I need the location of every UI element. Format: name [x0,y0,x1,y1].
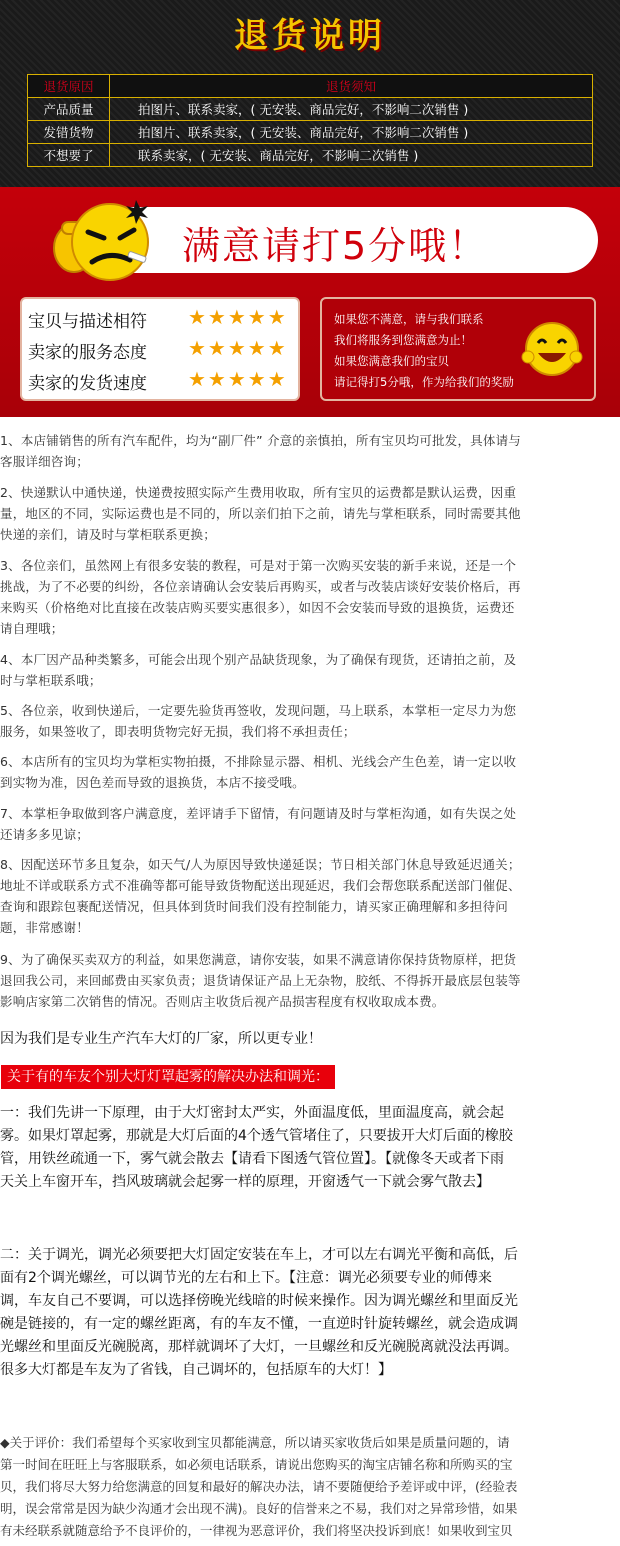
pro-note [0,1028,620,1051]
fog-explanation [0,1102,620,1194]
fog-section-title: 关于有的车友个别大灯灯罩起雾的解决办法和调光： [1,1065,335,1089]
policy-item [0,751,620,793]
review-line: 第一时间在旺旺上与客服联系，如必须电话联系，请说出您购买的淘宝店铺名称和所购买的宝 [0,1457,513,1472]
table-row [28,144,593,167]
table-row [28,98,593,121]
light-line: 很多大灯都是车友为了省钱，自己调坏的，包括原车的大灯！】 [0,1362,392,1378]
light-line: 二：关于调光，调光必须要把大灯固定安装在车上，才可以左右调光平衡和高低，后 [0,1247,518,1263]
row-note: 拍图片、联系卖家，( 无安装、商品完好，不影响二次销售 ) [110,98,593,121]
message-line: 如果您不满意，请与我们联系 [334,312,484,326]
message-line: 如果您满意我们的宝贝 [334,354,449,368]
policy-line: 4、本厂因产品种类繁多，可能会出现个别产品缺货现象，为了确保有现货，还请拍之前，及 [0,652,517,667]
policy-item [0,482,620,545]
policy-line: 量，地区的不同，实际运费也是不同的，所以亲们拍下之前，请先与掌柜联系，同时需要其他 [0,506,521,521]
policy-line: 时与掌柜联系哦； [0,673,102,688]
policy-line: 来购买（价格绝对比直接在改装店购买要实惠很多），如因不会安装而导致的退换货，运费还 [0,600,515,615]
header-note: 退货须知 [110,75,593,98]
star-rating: ★★★★★ [188,336,288,360]
review-line: ◆关于评价：我们希望每个买家收到宝贝都能满意，所以请买家收货后如果是质量问题的，请 [0,1435,510,1450]
policy-line: 服务，如果签收了，即表明货物完好无损，我们将不承担责任； [0,724,356,739]
pro-note-text: 因为我们是专业生产汽车大灯的厂家，所以更专业！ [0,1031,322,1047]
light-adjust-explanation [0,1244,620,1382]
rating-list [20,297,300,401]
table-row [28,121,593,144]
rating-label: 卖家的发货速度 [28,374,147,394]
row-reason: 不想要了 [28,144,110,167]
review-line: 有未经联系就随意给予不良评价的，一律视为恶意评价，我们将坚决投诉到底！如果收到宝贝 [0,1523,513,1538]
policy-item [0,700,620,742]
policy-line: 3、各位亲们，虽然网上有很多安装的教程，可是对于第一次购买安装的新手来说，还是一个 [0,558,517,573]
star-rating: ★★★★★ [188,367,288,391]
policy-line: 题，非常感谢！ [0,920,89,935]
policy-line: 客服详细咨询； [0,454,89,469]
light-line: 碗是链接的，有一定的螺丝距离，有的车友不懂，一直逆时针旋转螺丝，就会造成调 [0,1316,518,1332]
row-note: 拍图片、联系卖家，( 无安装、商品完好，不影响二次销售 ) [110,121,593,144]
fog-line: 天关上车窗开车，挡风玻璃就会起雾一样的原理，开窗透气一下就会雾气散去】 [0,1174,490,1190]
review-line: 明，误会常常是因为缺少沟通才会出现不满)。良好的信誉来之不易，我们对之异常珍惜，如果 [0,1501,518,1516]
policy-line: 5、各位亲，收到快递后，一定要先验货再签收，发现问题，马上联系，本掌柜一定尽力为您 [0,703,517,718]
policy-line: 查询和跟踪包裹配送情况，但具体到货时间我们没有控制能力，请买家正确理解和多担待问 [0,899,509,914]
policy-line: 9、为了确保买卖双方的利益，如果您满意，请你安装，如果不满意请你保持货物原样，把货 [0,952,517,967]
returns-section [0,0,620,187]
returns-table [27,74,593,167]
policy-item [0,555,620,639]
policy-line: 快递的亲们，请及时与掌柜联系更换； [0,527,216,542]
light-line: 调，车友自己不要调，可以选择傍晚光线暗的时候来操作。因为调光螺丝和里面反光 [0,1293,518,1309]
banner-text: 满意请打5分哦！ [182,224,489,268]
policy-line: 请自理哦； [0,621,64,636]
thumbs-up-smiley-icon [44,196,154,286]
fog-line: 管，用铁丝疏通一下，雾气就会散去【请看下图透气管位置】。【就像冬天或者下雨 [0,1151,504,1167]
message-line: 我们将服务到您满意为止！ [334,333,472,347]
light-line: 光螺丝和里面反光碗脱离，那样就调坏了大灯，一旦螺丝和反光碗脱离就没法再调。 [0,1339,518,1355]
star-rating: ★★★★★ [188,305,288,329]
row-note: 联系卖家，( 无安装、商品完好，不影响二次销售 ) [110,144,593,167]
laughing-smiley-icon [520,317,584,381]
policy-line: 1、本店铺销售的所有汽车配件，均为“副厂件” 介意的亲慎拍，所有宝贝均可批发，具体请与 [0,433,521,448]
row-reason: 产品质量 [28,98,110,121]
policy-item [0,430,620,472]
policy-line: 挑战，为了不必要的纠纷，各位亲请确认会安装后再购买，或者与改装店谈好安装价格后，再 [0,579,521,594]
policy-item [0,854,620,938]
policy-line: 还请多多见谅； [0,827,89,842]
returns-table-header [28,75,593,98]
policy-line: 到实物为准，因色差而导致的退换货，本店不接受哦。 [0,775,305,790]
rating-label: 卖家的服务态度 [28,343,147,363]
policy-line: 8、因配送环节多且复杂，如天气/人为原因导致快递延误；节日相关部门休息导致延迟通关； [0,857,521,872]
policy-line: 退回我公司，来回邮费由买家负责；退货请保证产品上无杂物，胶纸、不得拆开最底层包装等 [0,973,521,988]
light-line: 面有2个调光螺丝，可以调节光的左右和上下。【注意：调光必须要专业的师傅来 [0,1270,492,1286]
review-line: 贝，我们将尽大努力给您满意的回复和最好的解决办法，请不要随便给予差评或中评，(经验表 [0,1479,518,1494]
satisfaction-message [320,297,596,401]
rating-label: 宝贝与描述相符 [28,312,147,332]
policy-line: 6、本店所有的宝贝均为掌柜实物拍摄，不排除显示器、相机、光线会产生色差，请一定以收 [0,754,517,769]
fog-line: 雾。如果灯罩起雾，那就是大灯后面的4个透气管堵住了，只要拔开大灯后面的橡胶 [0,1128,513,1144]
policy-item [0,949,620,1012]
row-reason: 发错货物 [28,121,110,144]
policy-line: 影响店家第二次销售的情况。否则店主收货后视产品损害程度有权收取成本费。 [0,994,445,1009]
policy-item [0,649,620,691]
policy-item [0,803,620,845]
policy-line: 7、本掌柜争取做到客户满意度，差评请手下留情，有问题请及时与掌柜沟通，如有失误之处 [0,806,517,821]
header-reason: 退货原因 [28,75,110,98]
message-line: 请记得打5分哦，作为给我们的奖励 [334,375,514,389]
returns-title: 退货说明 [234,16,386,56]
policy-line: 2、快递默认中通快递，快递费按照实际产生费用收取，所有宝贝的运费都是默认运费，因重 [0,485,517,500]
fog-line: 一：我们先讲一下原理，由于大灯密封太严实，外面温度低，里面温度高，就会起 [0,1105,504,1121]
policy-line: 地址不详或联系方式不准确等都可能导致货物配送出现延迟，我们会帮您联系配送部门催促、 [0,878,521,893]
review-note [0,1432,620,1542]
